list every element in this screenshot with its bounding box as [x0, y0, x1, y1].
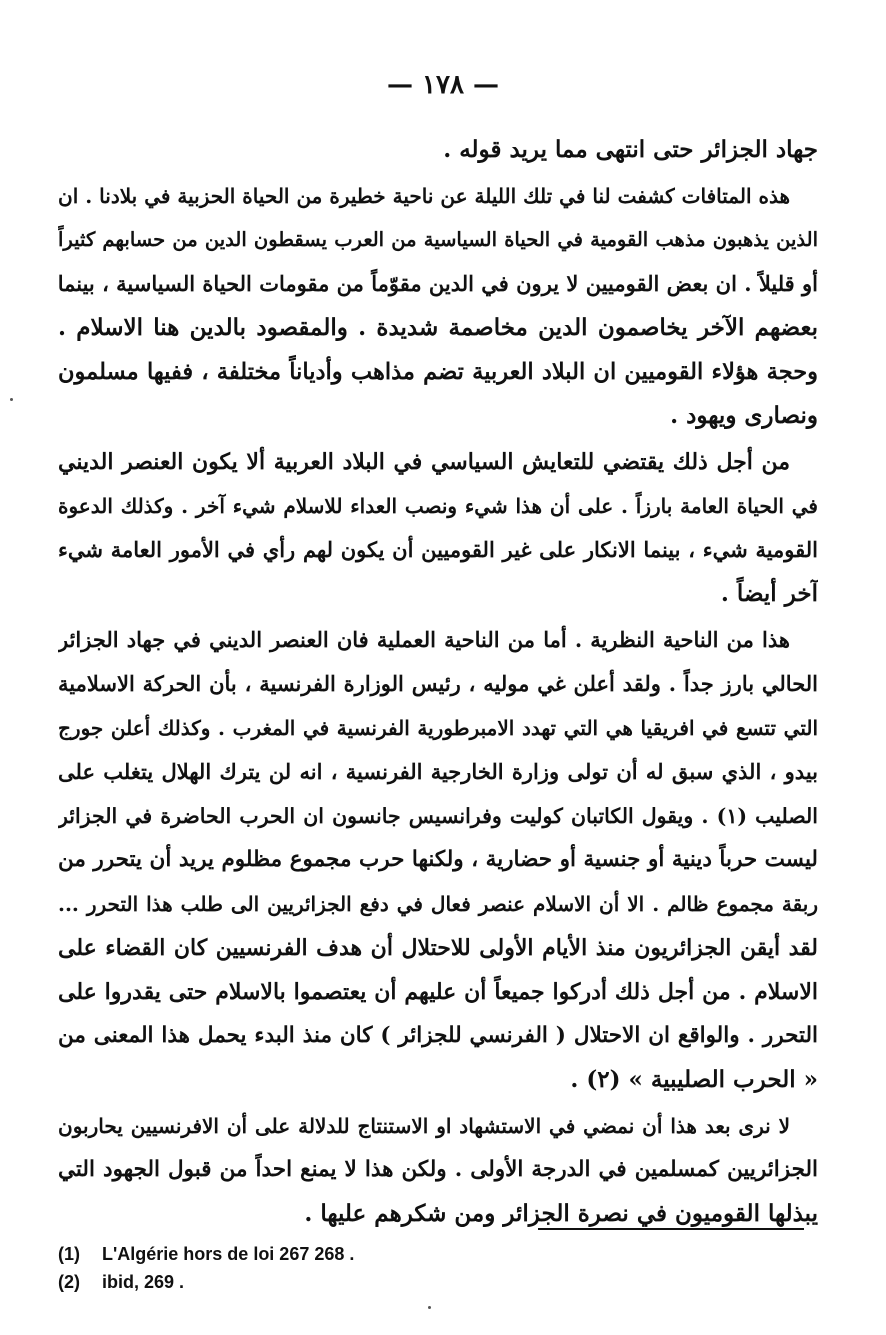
page-number: — ١٧٨ —: [386, 70, 500, 100]
paragraph: [58, 174, 818, 438]
paragraph: [58, 1104, 818, 1236]
text-line: وحجة هؤلاء القوميين ان البلاد العربية تضم مذاهب وأدياناً مختلفة ، ففيها مسلمون: [58, 359, 818, 385]
text-line: التحرر . والواقع ان الاحتلال ( الفرنسي للجزائر ) كان منذ البدء يحمل هذا المعنى من: [58, 1023, 818, 1048]
text-line: أو قليلاً . ان بعض القوميين لا يرون في الدين مقوّماً من مقومات الحياة السياسية ، بينما: [58, 271, 818, 296]
text-line: ونصارى ويهود .: [670, 402, 818, 429]
text-line: القومية شيء ، بينما الانكار على غير القوميين أن يكون لهم رأي في الأمور العامة شيء: [58, 537, 818, 562]
text-line: من أجل ذلك يقتضي للتعايش السياسي في البلاد العربية ألا يكون العنصر الديني: [58, 449, 790, 475]
text-line: التي تتسع في افريقيا هي التي تهدد الامبرطورية الفرنسية في المغرب . وكذلك أعلن جورج: [58, 716, 818, 740]
text-line: لا نرى بعد هذا أن نمضي في الاستشهاد او الاستنتاج للدلالة على أن الافرنسيين يحاربون: [58, 1114, 790, 1138]
text-line: الحالي بارز جداً . ولقد أعلن غي موليه ، رئيس الوزارة الفرنسية ، بأن الحركة الاسلامية: [58, 671, 818, 696]
footnote-1: [58, 1240, 558, 1268]
text-line: « الحرب الصليبية » (٢) .: [570, 1066, 818, 1093]
text-line: ليست حرباً دينية أو جنسية أو حضارية ، ولكنها حرب مجموع مظلوم يريد أن يتحرر من: [58, 847, 818, 872]
footnote-divider: [538, 1228, 804, 1230]
text-line: هذا من الناحية النظرية . أما من الناحية العملية فان العنصر الديني في جهاد الجزائر: [58, 627, 790, 652]
footnote-number: (1): [58, 1244, 80, 1264]
text-line: بيدو ، الذي سبق له أن تولى وزارة الخارجية الفرنسية ، انه لن يترك الهلال يتغلب على: [58, 759, 818, 784]
text-line: لقد أيقن الجزائريون منذ الأيام الأولى للاحتلال أن هدف الفرنسيين كان القضاء على: [58, 935, 818, 961]
text-line: بعضهم الآخر يخاصمون الدين مخاصمة شديدة . والمقصود بالدين هنا الاسلام .: [58, 314, 818, 341]
text-line: يبذلها القوميون في نصرة الجزائر ومن شكرهم عليها .: [304, 1200, 818, 1227]
text-line: ربقة مجموع ظالم . الا أن الاسلام عنصر فعال في دفع الجزائريين الى طلب هذا التحرر ...: [58, 892, 818, 916]
text-line: الاسلام . من أجل ذلك أدركوا جميعاً أن عليهم أن يعتصموا بالاسلام حتى يقدروا على: [58, 979, 818, 1005]
paragraph: [58, 618, 818, 1102]
text-line: الجزائريين كمسلمين في الدرجة الأولى . ولكن هذا لا يمنع احداً من قبول الجهود التي: [58, 1157, 818, 1182]
body-text: [58, 128, 818, 1236]
text-line: الصليب (١) . ويقول الكاتبان كوليت وفرانسيس جانسون ان الحرب الحاضرة في الجزائر: [58, 804, 818, 828]
text-line: هذه المتافات كشفت لنا في تلك الليلة عن ناحية خطيرة من الحياة الحزبية في بلادنا . ان: [58, 184, 790, 208]
scan-speck: [10, 398, 13, 401]
paragraph: [58, 440, 818, 616]
paragraph: [58, 128, 818, 172]
text-line: آخر أيضاً .: [720, 580, 818, 607]
footnote-text: ibid, 269 .: [102, 1272, 185, 1292]
scan-speck: [428, 1306, 431, 1309]
text-line: الذين يذهبون مذهب القومية في الحياة السياسية من العرب يسقطون الدين من حسابهم كثيراً: [58, 228, 818, 251]
text-line: في الحياة العامة بارزاً . على أن هذا شيء ونصب العداء للاسلام شيء آخر . وكذلك الدعوة: [58, 494, 818, 518]
footnote-number: (2): [58, 1272, 80, 1292]
footnotes: [58, 1240, 558, 1296]
footnote-text: L'Algérie hors de loi 267 268 .: [102, 1244, 355, 1264]
footnote-2: [58, 1268, 558, 1296]
text-line: جهاد الجزائر حتى انتهى مما يريد قوله .: [443, 136, 818, 163]
